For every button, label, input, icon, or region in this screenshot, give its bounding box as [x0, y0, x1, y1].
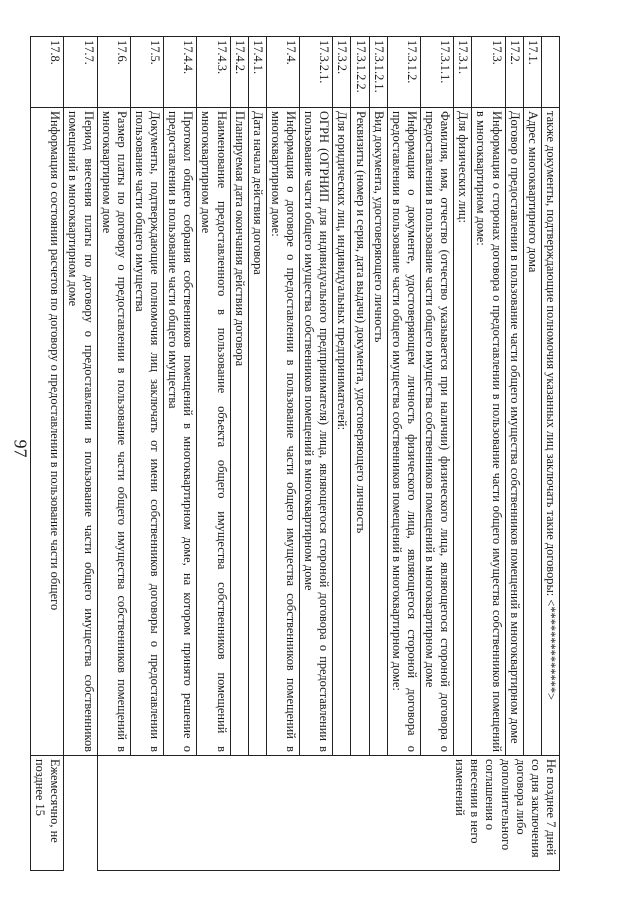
- row-text: Дата начала действия договора: [248, 108, 266, 756]
- row-number: 17.2.: [505, 37, 523, 108]
- table-row: [266, 37, 299, 871]
- row-text: Адрес многоквартирного дома: [523, 108, 541, 756]
- row-text: Реквизиты (номер и серия, дата выдачи) документа, удостоверяющего личность: [351, 108, 369, 756]
- table-row: [164, 37, 197, 871]
- row-number: 17.4.4.: [164, 37, 197, 108]
- row-text: Информация о договоре о предоставлении в пользование части общего имущества собственников помещений в многоквартирном доме:: [266, 108, 299, 756]
- table-row: [197, 37, 230, 871]
- row-text: Планируемая дата окончания действия договора: [230, 108, 248, 756]
- disclosure-table: [30, 36, 560, 871]
- table-row: [369, 37, 387, 871]
- table-row: [351, 37, 369, 871]
- row-number: 17.3.2.: [333, 37, 351, 108]
- table-row: [31, 37, 64, 871]
- row-number: 17.3.1.1.: [421, 37, 454, 108]
- table-row: [97, 37, 130, 871]
- intro-text: также документы, подтверждающие полномочия указанных лиц заключать такие договоры: <**************>: [541, 108, 559, 756]
- row-number: 17.1.: [523, 37, 541, 108]
- row-text: Период внесения платы по договору о предоставлении в пользование части общего имущества собственников помещений в многоквартирном доме: [64, 108, 97, 756]
- row-text: Фамилия, имя, отчество (отчество указывается при наличии) физического лица, являющегося стороной договора о предоставлении в пользование части общего имущества собственников помещений в многоквартирном доме: [421, 108, 454, 756]
- row-number: 17.4.1.: [248, 37, 266, 108]
- row-text: Договор о предоставлении в пользование части общего имущества собственников помещений в многоквартирном доме: [505, 108, 523, 756]
- intro-num-cell: [541, 37, 559, 108]
- table-row: [248, 37, 266, 871]
- table-row: [130, 37, 163, 871]
- table-row: [523, 37, 541, 871]
- row-number: 17.4.: [266, 37, 299, 108]
- row-number: 17.8.: [31, 37, 64, 108]
- table-row: [454, 37, 472, 871]
- row-number: 17.3.1.2.: [387, 37, 420, 108]
- row-text: Размер платы по договору о предоставлении в пользование части общего имущества собственников помещений в многоквартирном доме: [97, 108, 130, 756]
- table-row: [472, 37, 505, 871]
- table-row-intro: [541, 37, 559, 871]
- table-row: [300, 37, 333, 871]
- row-number: 17.3.: [472, 37, 505, 108]
- row-number: 17.3.1.2.2.: [351, 37, 369, 108]
- row-text: Наименование предоставленного в пользование объекта общего имущества собственников помещений в многоквартирном доме: [197, 108, 230, 756]
- row-text: Для физических лиц:: [454, 108, 472, 756]
- table-row: [230, 37, 248, 871]
- row-number: 17.3.2.1.: [300, 37, 333, 108]
- rotated-table-sheet: [33, 36, 560, 871]
- row-text: Вид документа, удостоверяющего личность: [369, 108, 387, 756]
- table-row: [64, 37, 97, 871]
- row-text: Информация о состоянии расчетов по договору о предоставлении в пользование части общего: [31, 108, 64, 756]
- row-text: Документы, подтверждающие полномочия лиц заключать от имени собственников договоры о предоставлении в пользование части общего имущества: [130, 108, 163, 756]
- row-number: 17.6.: [97, 37, 130, 108]
- row-text: Для юридических лиц, индивидуальных предпринимателей:: [333, 108, 351, 756]
- row-text: Информация о документе, удостоверяющем личность физического лица, являющегося стороной договора о предоставлении в пользование части общего имущества собственников помещений в многоквартирном доме:: [387, 108, 420, 756]
- row-number: 17.3.1.2.1.: [369, 37, 387, 108]
- deadline-cell: Не позднее 7 дней со дня заключения договора либо дополнительного соглашения о внесении в него изменений: [97, 756, 559, 871]
- page-number: 97: [10, 439, 31, 458]
- row-number: 17.3.1.: [454, 37, 472, 108]
- row-number: 17.7.: [64, 37, 97, 108]
- row-text: Протокол общего собрания собственников помещений в многоквартирном доме, на котором принято решение о предоставлении в пользование части общего имущества: [164, 108, 197, 756]
- row-text: ОГРН (ОГРНИП для индивидуального предпринимателя) лица, являющегося стороной договора о предоставлении в пользование части общего имущества собственников помещений в многоквартирном доме: [300, 108, 333, 756]
- table-row: [387, 37, 420, 871]
- row-term: Ежемесячно, не позднее 15: [31, 756, 64, 871]
- row-number: 17.5.: [130, 37, 163, 108]
- table-row: [505, 37, 523, 871]
- row-number: 17.4.2.: [230, 37, 248, 108]
- row-number: 17.4.3.: [197, 37, 230, 108]
- row-text: Информация о сторонах договора о предоставлении в пользование части общего имущества собственников помещений в многоквартирном доме:: [472, 108, 505, 756]
- table-row: [421, 37, 454, 871]
- table-row: [333, 37, 351, 871]
